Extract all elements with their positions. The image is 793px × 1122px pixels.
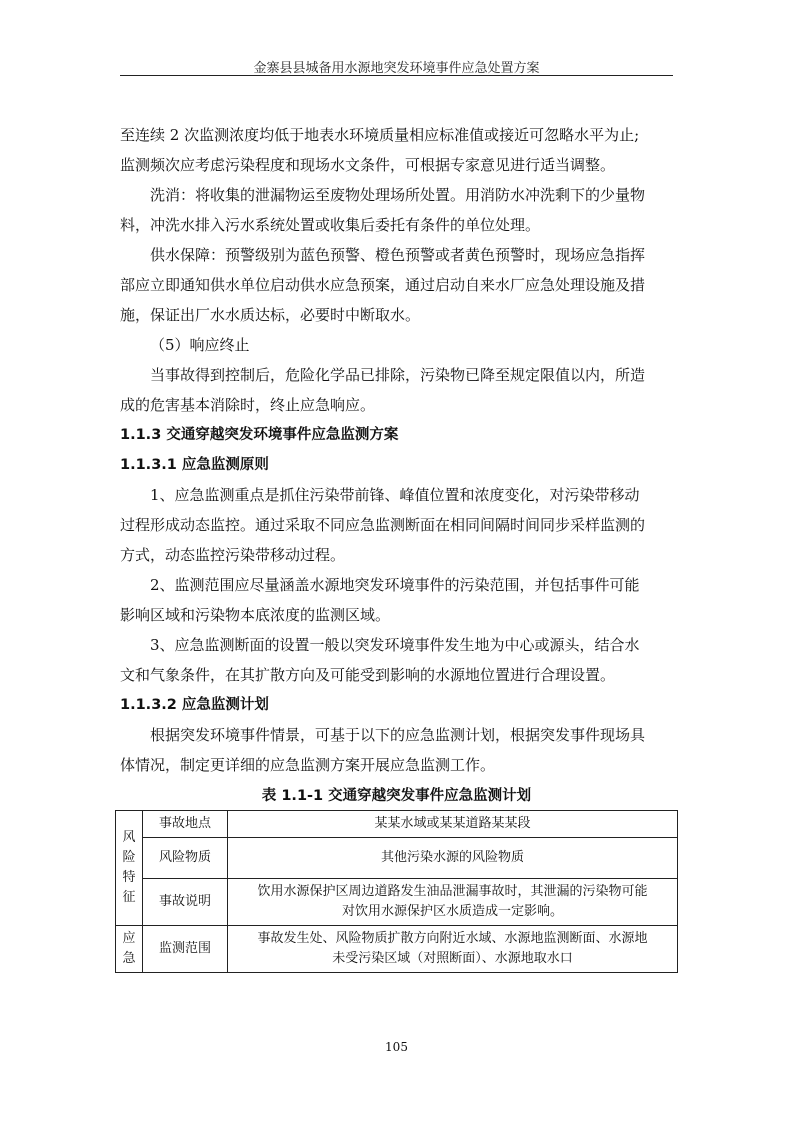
group-char: 险 bbox=[122, 850, 136, 865]
row-label: 风险物质 bbox=[143, 838, 228, 879]
group-char: 风 bbox=[122, 830, 136, 845]
text-line: 根据突发环境事件情景，可基于以下的应急监测计划，根据突发事件现场具 bbox=[150, 726, 646, 744]
paragraph-plan-intro bbox=[120, 720, 673, 780]
text-line: 施，保证出厂水水质达标，必要时中断取水。 bbox=[120, 306, 421, 324]
text-line: 当事故得到控制后，危险化学品已排除，污染物已降至规定限值以内，所造 bbox=[150, 366, 646, 384]
text-line: 1、应急监测重点是抓住污染带前锋、峰值位置和浓度变化，对污染带移动 bbox=[150, 486, 640, 504]
text-line: 供水保障：预警级别为蓝色预警、橙色预警或者黄色预警时，现场应急指挥 bbox=[150, 246, 646, 264]
text-line: 方式，动态监控污染带移动过程。 bbox=[120, 546, 346, 564]
row-value bbox=[228, 926, 678, 973]
row-value bbox=[228, 838, 678, 879]
cell-line: 事故发生处、风险物质扩散方向附近水域、水源地监测断面、水源地 bbox=[257, 931, 648, 946]
text-line: 部应立即通知供水单位启动供水应急预案，通过启动自来水厂应急处理设施及措 bbox=[120, 276, 646, 294]
group-cell-risk bbox=[116, 811, 143, 926]
text-line: 过程形成动态监控。通过采取不同应急监测断面在相同间隔时间同步采样监测的 bbox=[120, 516, 646, 534]
text-line: 至连续 2 次监测浓度均低于地表水环境质量相应标准值或接近可忽略水平为止; bbox=[120, 126, 640, 144]
monitoring-plan-table bbox=[115, 810, 678, 973]
paragraph-response-end bbox=[120, 360, 673, 420]
text-line: 影响区域和污染物本底浓度的监测区域。 bbox=[120, 606, 391, 624]
text-line: 料，冲洗水排入污水系统处置或收集后委托有条件的单位处理。 bbox=[120, 216, 541, 234]
row-label: 监测范围 bbox=[143, 926, 228, 973]
table-row bbox=[116, 811, 678, 838]
paragraph-principle-2 bbox=[120, 570, 673, 630]
row-value bbox=[228, 811, 678, 838]
row-label: 事故说明 bbox=[143, 879, 228, 926]
subsection-heading: 1.1.3.2 应急监测计划 bbox=[120, 697, 269, 713]
running-header: 金寨县县城备用水源地突发环境事件应急处置方案 bbox=[253, 61, 540, 76]
table-row bbox=[116, 838, 678, 879]
row-value bbox=[228, 879, 678, 926]
section-heading: 1.1.3 交通穿越突发环境事件应急监测方案 bbox=[120, 427, 399, 443]
paragraph-decontamination bbox=[120, 180, 673, 240]
cell-line: 对饮用水源保护区水质造成一定影响。 bbox=[341, 904, 563, 919]
text-line: 洗消：将收集的泄漏物运至废物处理场所处置。用消防水冲洗剩下的少量物 bbox=[150, 186, 646, 204]
cell-line: 饮用水源保护区周边道路发生油品泄漏事故时，其泄漏的污染物可能 bbox=[257, 884, 648, 899]
cell-line: 某某水域或某某道路某某段 bbox=[374, 816, 531, 831]
text-line: 文和气象条件，在其扩散方向及可能受到影响的水源地位置进行合理设置。 bbox=[120, 666, 616, 684]
header-rule bbox=[120, 75, 673, 76]
text-line: 2、监测范围应尽量涵盖水源地突发环境事件的污染范围，并包括事件可能 bbox=[150, 576, 640, 594]
text-line: 3、应急监测断面的设置一般以突发环境事件发生地为中心或源头，结合水 bbox=[150, 636, 640, 654]
group-char: 急 bbox=[122, 951, 136, 966]
group-char: 应 bbox=[122, 931, 136, 946]
page-number: 105 bbox=[385, 1040, 408, 1054]
table-row bbox=[116, 879, 678, 926]
paragraph-principle-3 bbox=[120, 630, 673, 690]
table-caption: 表 1.1-1 交通穿越突发事件应急监测计划 bbox=[261, 788, 532, 804]
text-line: 监测频次应考虑污染程度和现场水文条件，可根据专家意见进行适当调整。 bbox=[120, 156, 616, 174]
subsection-heading: 1.1.3.1 应急监测原则 bbox=[120, 457, 269, 473]
text-line: （5）响应终止 bbox=[150, 336, 250, 354]
paragraph-principle-1 bbox=[120, 480, 673, 570]
paragraph-monitoring-end bbox=[120, 120, 673, 180]
cell-line: 未受污染区域（对照断面）、水源地取水口 bbox=[332, 951, 573, 966]
group-char: 征 bbox=[122, 890, 136, 905]
group-cell-emergency bbox=[116, 926, 143, 973]
cell-line: 其他污染水源的风险物质 bbox=[380, 850, 524, 865]
text-line: 成的危害基本消除时，终止应急响应。 bbox=[120, 396, 376, 414]
document-body bbox=[120, 120, 673, 973]
group-char: 特 bbox=[122, 870, 136, 885]
table-row bbox=[116, 926, 678, 973]
paragraph-response-end-title bbox=[120, 330, 673, 360]
text-line: 体情况，制定更详细的应急监测方案开展应急监测工作。 bbox=[120, 756, 496, 774]
paragraph-water-supply bbox=[120, 240, 673, 330]
row-label: 事故地点 bbox=[143, 811, 228, 838]
